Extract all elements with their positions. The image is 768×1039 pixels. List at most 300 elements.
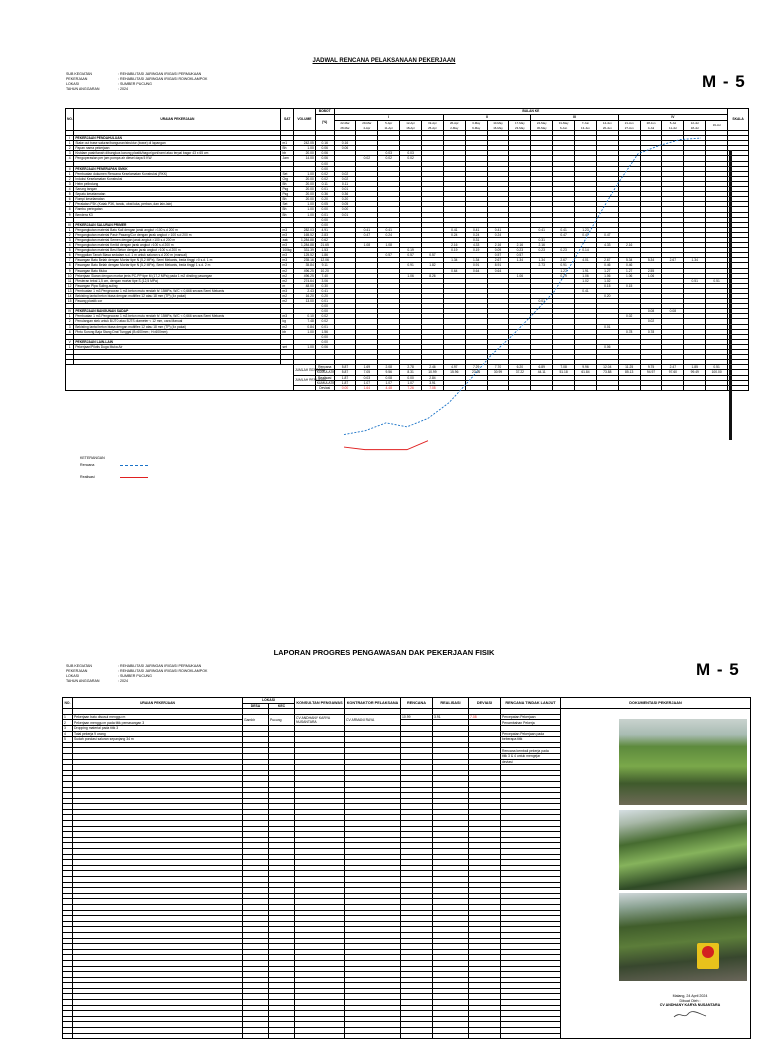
- row-no: 1: [66, 227, 74, 232]
- row-uraian: PEKERJAAN PENDAHULUAN: [74, 136, 281, 141]
- row-uraian: Pengangkutan material Batu Kali dengan jarak angkut >100 s.d 200 m: [74, 227, 281, 232]
- week-start: 28-Jun: [646, 121, 656, 126]
- row-bobot: 0.30: [315, 283, 334, 288]
- row-bobot: 0.20: [315, 197, 334, 202]
- row-week-value: 0.23: [531, 248, 553, 253]
- row-uraian: Pasang plastik cor: [74, 299, 281, 304]
- week-start: 17-May: [515, 121, 525, 126]
- row-week-value: 2.16: [443, 243, 465, 248]
- total-label: KUMULATIF: [316, 380, 336, 385]
- row-realisasi: 3.91: [433, 714, 469, 720]
- header-week: [618, 121, 640, 131]
- row-no: 3: [66, 237, 74, 242]
- row-uraian: Pintu Sorong Baja Stang Drat Tunggal (B=600mm ; H=600mm): [74, 329, 281, 334]
- row-kontraktor: CV ARMANI RAYA: [345, 714, 401, 725]
- row-week-value: 1.06: [575, 273, 597, 278]
- total-value: [706, 385, 728, 390]
- row-sat: Jam: [281, 156, 293, 161]
- row-week-value: 0.01: [334, 212, 356, 217]
- row-week-value: 0.24: [465, 232, 487, 237]
- row-week-value: 1.82: [422, 263, 444, 268]
- header-bulan: BULAN KE: [334, 109, 728, 115]
- header-skala: SKALA: [728, 109, 749, 131]
- total-value: [531, 385, 553, 390]
- cell: [243, 1033, 269, 1039]
- row-rencana: 10.99: [401, 714, 433, 720]
- total-value: 5.87: [334, 370, 356, 375]
- row-week-value: 0.79: [553, 273, 575, 278]
- row-rtl: Rencana kembali pekerja pada: [501, 748, 561, 754]
- row-volume: 496.25: [293, 273, 315, 278]
- report-meta-key: SUB KEGIATAN: [66, 664, 93, 668]
- row-uraian: Total pekerja 9 orang: [73, 731, 243, 737]
- row-uraian: PEKERJAAN LAIN-LAIN: [74, 339, 281, 344]
- schedule-meta-value: : 2024: [118, 87, 128, 91]
- total-value: 4.97: [443, 365, 465, 370]
- deviasi-spacer: [293, 385, 315, 390]
- schedule-meta-key: SUB KEGIATAN: [66, 72, 93, 76]
- row-week-value: 2.16: [531, 243, 553, 248]
- row-sat: set: [281, 344, 293, 349]
- row-sat: Psg: [281, 192, 293, 197]
- row-volume: 274.64: [293, 278, 315, 283]
- row-no: 11: [66, 278, 74, 283]
- row-week-value: 0.06: [596, 344, 618, 349]
- row-week-value: 8.26: [422, 273, 444, 278]
- row-bobot: 0.62: [315, 237, 334, 242]
- row-volume: 35.84: [293, 263, 315, 268]
- header-lokasi: LOKASI: [243, 698, 295, 704]
- row-no: V: [66, 339, 74, 344]
- row-week-value: 0.36: [334, 192, 356, 197]
- header-month: III: [531, 115, 618, 121]
- row-week-value: 5.34: [640, 258, 662, 263]
- row-uraian: Pasangan Batu Belah dengan Mortar tipe N (5,2 MPa), Semi Mekanis, beda tinggi 1 s.d. 2 m: [74, 263, 281, 268]
- row-volume: 282.03: [293, 227, 315, 232]
- signature-company: CV ANDHANY KARYA NUSANTARA: [659, 1003, 721, 1008]
- schedule-title: JADWAL RENCANA PELAKSANAAN PEKERJAAN: [312, 58, 456, 64]
- row-sat: m3: [281, 258, 293, 263]
- signature-scribble-icon: [670, 1010, 710, 1020]
- row-bobot: 0.00: [315, 309, 334, 314]
- row-bobot: 0.36: [315, 192, 334, 197]
- header-week: [553, 121, 575, 131]
- row-week-value: 1.06: [640, 273, 662, 278]
- schedule-meta-value: : SUMBER PUCUNG: [118, 82, 152, 86]
- row-uraian: PEKERJAAN PENERAPAN SMKK: [74, 166, 281, 171]
- row-week-value: 0.23: [509, 248, 531, 253]
- week-end: 11-Jul: [669, 125, 677, 130]
- header-month: I: [334, 115, 443, 121]
- row-sat: kg: [281, 319, 293, 324]
- row-volume: 20.00: [293, 151, 315, 156]
- row-bobot: 0.00: [315, 161, 334, 166]
- row-week-value: 2.55: [640, 268, 662, 273]
- row-volume: 242.05: [293, 141, 315, 146]
- row-uraian: Penggalian Tanah Biasa sedalam s.d. 1 m untuk saluran s.d 200 m (manual): [74, 253, 281, 258]
- report-meta-value: : REHABILITASI JARINGAN IRIGASI ROWOKLAMPOK: [118, 669, 208, 673]
- total-value: [596, 385, 618, 390]
- row-no: 5: [66, 248, 74, 253]
- total-value: 7.29: [465, 365, 487, 370]
- row-week-value: 0.01: [531, 299, 553, 304]
- row-week-value: 1.34: [509, 258, 531, 263]
- header-week: [531, 121, 553, 131]
- total-value: 0.08: [378, 375, 400, 380]
- header-realisasi: REALISASI: [433, 698, 469, 709]
- header-week: [422, 121, 444, 131]
- total-value: 5.87: [334, 365, 356, 370]
- row-bobot: 0.05: [315, 202, 334, 207]
- row-volume: 1.00: [293, 207, 315, 212]
- week-end: 13-Jun: [581, 125, 590, 130]
- row-uraian: Sarung tangan: [74, 187, 281, 192]
- row-week-value: 4.01: [575, 258, 597, 263]
- row-week-value: 4.33: [596, 243, 618, 248]
- row-uraian: Pengangkutan material Pasir Pasang/Cor dengan jarak angkut > 100 s.d 200 m: [74, 232, 281, 237]
- row-week-value: 0.46: [596, 263, 618, 268]
- row-uraian: Stake out trase saluran/bangunan/struktur (bowe) di lapangan: [74, 141, 281, 146]
- row-no: 5: [63, 737, 73, 743]
- row-week-value: 0.51: [684, 278, 706, 283]
- row-week-value: 0.11: [334, 181, 356, 186]
- row-week-value: 0.09: [487, 248, 509, 253]
- row-no: 3: [66, 151, 74, 156]
- week-start: 19-Jul: [712, 123, 721, 128]
- header-bobot: BOBOT: [315, 109, 334, 115]
- row-week-value: 0.57: [487, 253, 509, 258]
- row-week-value: 0.02: [640, 319, 662, 324]
- legend-rencana-label: Rencana: [80, 463, 95, 467]
- row-bobot: 1.56: [315, 329, 334, 334]
- row-no: 13: [66, 288, 74, 293]
- total-value: 85.13: [618, 370, 640, 375]
- week-end: 27-Jun: [624, 125, 634, 130]
- row-no: III: [66, 222, 74, 227]
- row-volume: 1.00: [293, 329, 315, 334]
- total-value: 3.91: [422, 380, 444, 385]
- row-uraian: Bekisting lantai beton biasa dengan multiflex 12 atau 18 mm (TP) (4x pakai): [74, 294, 281, 299]
- row-volume: 331.39: [293, 248, 315, 253]
- row-sat: m3: [281, 243, 293, 248]
- row-volume: 1.00: [293, 171, 315, 176]
- row-week-value: 0.57: [378, 253, 400, 258]
- row-volume: 20.00: [293, 197, 315, 202]
- row-uraian: Bendera K3: [74, 212, 281, 217]
- report-meta: [66, 664, 207, 684]
- week-start: 31-May: [558, 121, 569, 126]
- row-bobot: 21.65: [315, 243, 334, 248]
- row-no: 7: [66, 258, 74, 263]
- week-end: 2-May: [450, 125, 459, 130]
- header-kec: KEC: [269, 703, 295, 709]
- row-bobot: 9.11: [315, 263, 334, 268]
- row-week-value: 0.08: [662, 309, 684, 314]
- row-week-value: 5.34: [618, 258, 640, 263]
- row-uraian: PEKERJAAN BANGUNAN SADAP: [74, 309, 281, 314]
- row-volume: 2.43: [293, 288, 315, 293]
- row-no: I: [66, 136, 74, 141]
- report-meta-value: : SUMBER PUCUNG: [118, 674, 152, 678]
- week-start: 14-Jun: [602, 121, 612, 126]
- schedule-meta-key: PEKERJAAN: [66, 77, 88, 81]
- total-value: 9.56: [378, 370, 400, 375]
- row-week-value: 0.31: [465, 237, 487, 242]
- row-no: 8: [66, 207, 74, 212]
- header-week: [465, 121, 487, 131]
- header-no: NO.: [66, 109, 74, 131]
- row-deviasi: 7.08: [469, 714, 501, 720]
- row-week-value: 0.24: [443, 232, 465, 237]
- signature-place-date: Malang, 24 April 2024: [672, 994, 708, 998]
- row-sat: Org: [281, 176, 293, 181]
- row-week-value: 2.73: [531, 263, 553, 268]
- row-bobot: 0.01: [315, 324, 334, 329]
- total-value: 0.00: [334, 385, 356, 390]
- row-week-value: 0.47: [356, 232, 378, 237]
- row-bobot: 0.06: [315, 344, 334, 349]
- total-value: 0.51: [706, 365, 728, 370]
- row-uraian: Pengangkutan material Kerikil dengan jarak angkut >100 s.d 200 m: [74, 243, 281, 248]
- row-sat: 100kg: [282, 248, 292, 253]
- row-no: 14: [66, 294, 74, 299]
- row-sat: Bh: [281, 197, 293, 202]
- row-week-value: 0.15: [618, 283, 640, 288]
- total-value: [684, 385, 706, 390]
- row-bobot: 0.06: [315, 151, 334, 156]
- row-volume: 1.00: [293, 146, 315, 151]
- total-value: 6.89: [531, 365, 553, 370]
- header-volume: VOLUME: [293, 109, 315, 131]
- row-no: 1: [66, 171, 74, 176]
- week-start: 19-Apr: [428, 121, 437, 126]
- row-no: 3: [66, 324, 74, 329]
- schedule-meta-row: [66, 87, 207, 92]
- header-desa: DESA: [243, 703, 269, 709]
- row-no: 3: [66, 181, 74, 186]
- total-value: 1.69: [356, 365, 378, 370]
- week-end: 18-Jul: [690, 125, 699, 130]
- row-week-value: 0.57: [509, 253, 531, 258]
- week-start: 21-Jun: [624, 121, 634, 126]
- row-no: 9: [66, 212, 74, 217]
- row-week-value: 0.03: [400, 151, 422, 156]
- week-start: 22-Mar: [340, 121, 350, 126]
- row-sat: m3: [281, 253, 293, 258]
- total-label: Realisasi: [315, 375, 334, 380]
- row-week-value: 2.16: [618, 243, 640, 248]
- row-week-value: 0.03: [378, 151, 400, 156]
- row-week-value: 0.91: [553, 263, 575, 268]
- row-week-value: 0.01: [596, 324, 618, 329]
- row-week-value: 1.91: [575, 268, 597, 273]
- week-end: 30-May: [536, 125, 547, 130]
- legend-realisasi-label: Realisasi: [80, 475, 95, 479]
- header-uraian: URAIAN PEKERJAAN: [74, 109, 281, 131]
- signature-by: Dibuat Oleh :: [679, 998, 701, 1003]
- week-start: 5-Apr: [385, 121, 393, 126]
- row-week-value: 1.34: [465, 258, 487, 263]
- header-week: [400, 121, 422, 131]
- header-month: IV: [618, 115, 727, 121]
- total-value: 4.48: [378, 385, 400, 390]
- photo-2: [619, 810, 747, 890]
- row-sat: m2: [281, 273, 293, 278]
- signature-block: [630, 994, 750, 1020]
- report-code: M - 5: [696, 660, 740, 679]
- week-end: 6-Jun: [559, 125, 568, 130]
- row-week-value: 0.91: [400, 263, 422, 268]
- header-uraian: URAIAN PEKERJAAN: [73, 698, 243, 709]
- row-week-value: 0.19: [465, 248, 487, 253]
- row-sat: zak: [281, 237, 293, 242]
- row-week-value: 0.02: [378, 156, 400, 161]
- total-value: [487, 385, 509, 390]
- total-value: 6.20: [509, 365, 531, 370]
- row-week-value: 0.24: [487, 232, 509, 237]
- total-value: [465, 385, 487, 390]
- row-week-value: 0.31: [531, 237, 553, 242]
- row-week-value: 0.08: [640, 309, 662, 314]
- row-week-value: 2.67: [662, 258, 684, 263]
- row-week-value: 0.16: [334, 141, 356, 146]
- row-no: 5: [66, 192, 74, 197]
- header-sat: SAT: [281, 109, 293, 131]
- report-meta-key: LOKASI: [66, 674, 79, 678]
- header-rtl: RENCANA TINDAK LANJUT: [501, 698, 561, 709]
- row-uraian: Plesteran tebal 1,5 cm, dengan mortar tipe S (12,5 MPa): [74, 278, 281, 283]
- row-sat: Psg: [281, 187, 293, 192]
- row-volume: 1,284.88: [293, 243, 315, 248]
- row-no: 4: [66, 156, 74, 161]
- row-week-value: 1.23: [575, 227, 597, 232]
- row-bobot: 0.01: [315, 212, 334, 217]
- week-start: 10-May: [493, 121, 503, 126]
- total-value: 100.00: [706, 370, 728, 375]
- row-uraian: Penulangan stek untuk B/JT0 atau BJTS diameter < 12 mm, cara Manual: [74, 319, 281, 324]
- total-value: [443, 385, 465, 390]
- row-no: 4: [63, 731, 73, 737]
- total-value: 23.26: [465, 370, 487, 375]
- series-realisasi-line: [344, 441, 428, 450]
- row-week-value: 2.67: [553, 258, 575, 263]
- row-no: IV: [66, 309, 74, 314]
- row-week-value: 0.41: [575, 288, 597, 293]
- row-week-value: 0.23: [553, 248, 575, 253]
- row-week-value: 0.15: [596, 283, 618, 288]
- report-title: LAPORAN PROGRES PENGAWASAN DAK PEKERJAAN FISIK: [273, 648, 495, 657]
- schedule-meta-key: TAHUN ANGGARAN: [66, 87, 100, 91]
- row-bobot: 0.06: [315, 156, 334, 161]
- row-bobot: 0.00: [315, 207, 334, 212]
- total-label: Rencana: [315, 365, 334, 370]
- row-no: [63, 1033, 73, 1039]
- row-week-value: 0.78: [618, 329, 640, 334]
- row-bobot: 0.11: [315, 181, 334, 186]
- header-pct: (%): [315, 115, 334, 131]
- total-value: 2.84: [422, 375, 444, 380]
- row-uraian: Papan nama pekerjaan: [74, 146, 281, 151]
- row-week-value: 0.41: [487, 227, 509, 232]
- row-week-value: 0.64: [487, 268, 509, 273]
- row-bobot: 1.53: [315, 248, 334, 253]
- report-meta-key: TAHUN ANGGARAN: [66, 679, 100, 683]
- row-uraian: PEKERJAAN SALURAN PRIMER: [74, 222, 281, 227]
- total-value: [618, 385, 640, 390]
- row-volume: 0.84: [293, 324, 315, 329]
- total-value: 10.99: [422, 370, 444, 375]
- row-bobot: 10.20: [315, 268, 334, 273]
- row-bobot: 12.06: [315, 258, 334, 263]
- cell: [469, 1033, 501, 1039]
- row-week-value: 0.00: [334, 207, 356, 212]
- total-value: 44.11: [531, 370, 553, 375]
- row-week-value: 1.08: [356, 243, 378, 248]
- row-week-value: 1.34: [531, 258, 553, 263]
- header-week: [706, 121, 728, 131]
- header-week: [640, 121, 662, 131]
- schedule-code: M - 5: [702, 72, 746, 91]
- row-week-value: 4.33: [465, 243, 487, 248]
- week-end: 28-Mar: [340, 125, 350, 130]
- row-sat: Set: [281, 202, 293, 207]
- row-sat: m2: [281, 268, 293, 273]
- row-uraian: Sudah pondasi saluran sepanjang 34 m: [73, 737, 243, 743]
- row-week-value: 0.19: [400, 248, 422, 253]
- row-rtl: Percepatan Pekerjaan pada: [501, 731, 561, 737]
- row-bobot: 0.00: [315, 222, 334, 227]
- header-week: [662, 121, 684, 131]
- row-desa: Gambir: [243, 714, 269, 725]
- row-rtl: [501, 1033, 561, 1039]
- row-week-value: 0.41: [378, 227, 400, 232]
- report-header-row: [63, 698, 751, 704]
- report-meta-row: [66, 679, 207, 684]
- total-value: 9.75: [640, 365, 662, 370]
- report-meta-value: : REHABILITASI JARINGAN IRIGASI PERMUKAAN: [118, 664, 202, 668]
- row-sat: Set: [281, 171, 293, 176]
- header-dok: DOKUMENTASI PEKERJAAN: [561, 698, 751, 709]
- header-week: [487, 121, 509, 131]
- row-uraian: Rambu peringatan: [74, 207, 281, 212]
- total-value: 1.07: [378, 380, 400, 385]
- row-rtl: beberapa titik: [501, 737, 561, 743]
- week-end: 18-Apr: [406, 125, 415, 130]
- row-bobot: 7.40: [315, 273, 334, 278]
- row-week-value: 1.06: [509, 273, 531, 278]
- row-week-value: 0.91: [465, 263, 487, 268]
- row-volume: 1.00: [293, 212, 315, 217]
- row-volume: 1.00: [293, 202, 315, 207]
- row-sat: m3: [281, 263, 293, 268]
- row-no: II: [66, 166, 74, 171]
- header-week: [596, 121, 618, 131]
- total-value: 99.49: [684, 370, 706, 375]
- week-end: 16-May: [493, 125, 503, 130]
- row-volume: 125.52: [293, 253, 315, 258]
- row-volume: 1,284.88: [293, 237, 315, 242]
- week-end: 20-Jun: [602, 125, 612, 130]
- header-week: [443, 121, 465, 131]
- week-end: 4-Apr: [363, 125, 371, 130]
- row-uraian: Sepatu keselamatan: [74, 192, 281, 197]
- row-bobot: 0.00: [315, 334, 334, 339]
- row-uraian: Pasangan Batu Belah dengan Mortar tipe N (5,2 MPa), Semi Mekanis, beda tinggi >0 s.d. 1 m: [74, 258, 281, 263]
- week-end: 4-Jul: [647, 125, 655, 130]
- row-week-value: 1.34: [443, 258, 465, 263]
- row-week-value: 0.20: [334, 197, 356, 202]
- row-sat: bh: [281, 329, 293, 334]
